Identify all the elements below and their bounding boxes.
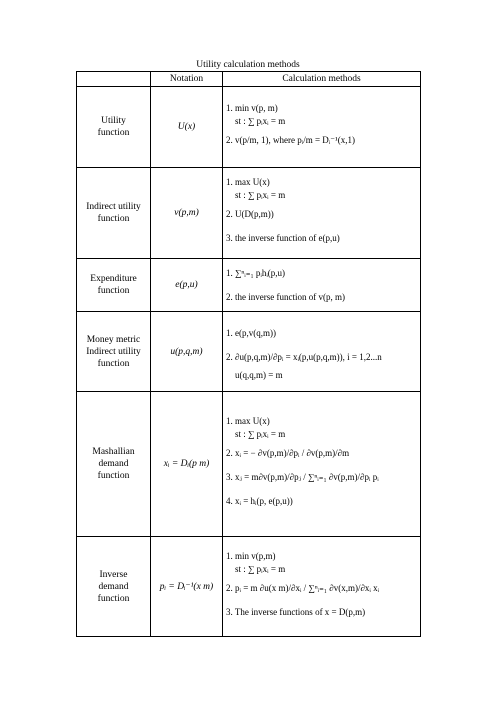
notation-cell: xᵢ = Dᵢ(p m) xyxy=(151,392,223,537)
table-row xyxy=(77,87,421,168)
table-title: Utility calculation methods xyxy=(196,60,300,70)
utility-methods-table xyxy=(76,71,421,637)
function-name-cell xyxy=(77,168,151,259)
method-line: 2. ∂u(p,q,m)/∂pᵢ = xᵢ(p,u(p,q,m)), i = 1,2...n xyxy=(226,352,382,362)
calculation-methods-cell xyxy=(223,87,421,168)
method-line: 2. the inverse function of v(p, m) xyxy=(226,292,345,302)
function-name-line: Money metric xyxy=(86,334,141,345)
table-row xyxy=(77,392,421,537)
method-line: 2. v(p/m, 1), where pᵢ/m = Dᵢ⁻¹(x,1) xyxy=(226,135,355,145)
function-name-cell xyxy=(77,312,151,392)
function-name-line: Indirect utility xyxy=(86,202,141,212)
header-empty xyxy=(77,72,151,87)
method-line: 2. xᵢ = − ∂v(p,m)/∂pᵢ / ∂v(p,m)/∂m xyxy=(226,448,350,458)
calculation-methods-cell xyxy=(223,537,421,637)
calculation-methods-cell xyxy=(223,312,421,392)
method-line: 2. pᵢ = m ∂u(x m)/∂xᵢ / ∑ⁿᵢ₌₁ ∂v(x,m)/∂xᵢ xᵢ xyxy=(226,582,380,593)
function-name-line: demand xyxy=(98,581,129,592)
table-row xyxy=(77,168,421,259)
function-name-cell xyxy=(77,87,151,168)
function-name-line: Inverse xyxy=(99,569,128,580)
function-name-line: demand xyxy=(98,459,129,469)
header-row xyxy=(77,72,421,87)
notation-cell: pᵢ = Dᵢ⁻¹(x m) xyxy=(151,537,223,637)
function-name-cell xyxy=(77,259,151,312)
method-line: st : ∑ pᵢxᵢ = m xyxy=(235,190,286,200)
notation-cell: U(x) xyxy=(151,87,223,168)
notation-cell: v(p,m) xyxy=(151,168,223,259)
calculation-methods-cell xyxy=(223,392,421,537)
function-name-line: function xyxy=(97,214,130,224)
function-name-line: function xyxy=(97,128,130,138)
method-line: 3. the inverse function of e(p,u) xyxy=(226,233,340,243)
notation-cell: u(p,q,m) xyxy=(151,312,223,392)
table-row xyxy=(77,312,421,392)
function-name-cell xyxy=(77,537,151,637)
method-line: 1. min v(p, m) xyxy=(226,103,278,113)
method-line: 2. U(D(p,m)) xyxy=(226,209,274,219)
table-body xyxy=(77,87,421,637)
table-row xyxy=(77,537,421,637)
function-name-line: Mashallian xyxy=(92,447,135,457)
method-line: 4. xᵢ = hᵢ(p, e(p,u)) xyxy=(226,496,293,506)
function-name-line: function xyxy=(97,286,130,296)
method-line: 1. ∑ⁿᵢ₌₁ pᵢhᵢ(p,u) xyxy=(226,268,286,278)
header-notation: Notation xyxy=(151,72,223,87)
method-line: 1. e(p,v(q,m)) xyxy=(226,328,276,338)
method-line: st : ∑ pᵢxᵢ = m xyxy=(235,563,286,574)
method-line: 1. max U(x) xyxy=(226,177,270,187)
function-name-line: function xyxy=(97,471,130,481)
function-name-line: function xyxy=(97,593,130,604)
calculation-methods-cell xyxy=(223,259,421,312)
method-line: st : ∑ pᵢxᵢ = m xyxy=(235,429,286,439)
header-calculation-methods: Calculation methods xyxy=(223,72,421,87)
method-line: 3. xⱼ = m∂v(p,m)/∂pⱼ / ∑ⁿᵢ₌₁ ∂v(p,m)/∂pᵢ pᵢ xyxy=(226,472,379,482)
method-line: u(q,q,m) = m xyxy=(235,370,283,380)
method-line: 1. min v(p,m) xyxy=(226,550,276,561)
function-name-line: Indirect utility xyxy=(86,346,141,357)
calculation-methods-cell xyxy=(223,168,421,259)
function-name-line: Utility xyxy=(101,116,126,126)
method-line: 1. max U(x) xyxy=(226,416,270,426)
function-name-line: Expenditure xyxy=(90,274,137,284)
method-line: st : ∑ pᵢxᵢ = m xyxy=(235,116,286,126)
method-line: 3. The inverse functions of x = D(p,m) xyxy=(226,606,366,617)
notation-cell: e(p,u) xyxy=(151,259,223,312)
table-row xyxy=(77,259,421,312)
function-name-cell xyxy=(77,392,151,537)
function-name-line: function xyxy=(97,358,130,369)
